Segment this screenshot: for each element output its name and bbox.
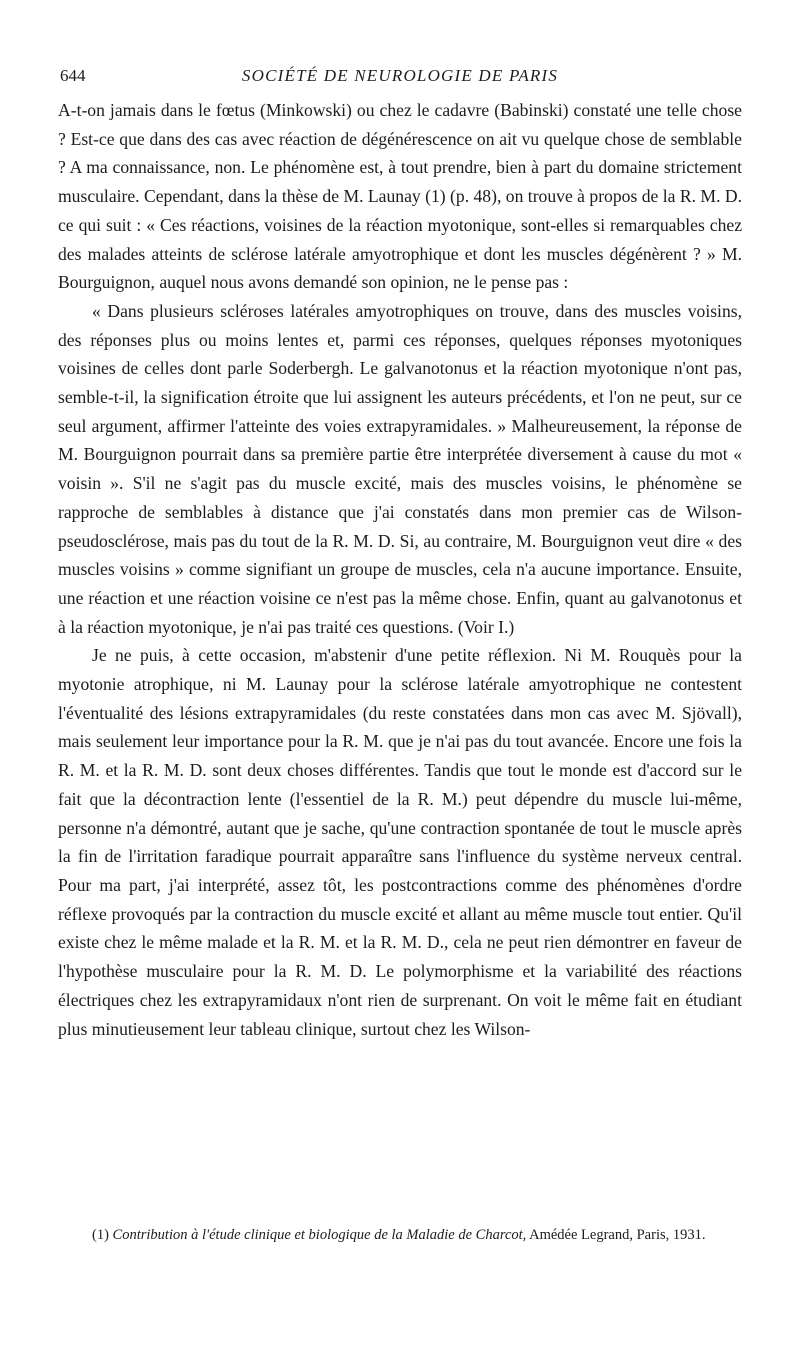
footnote-rest: Amédée Legrand, Paris, 1931. xyxy=(529,1227,706,1243)
footnote-marker: (1) xyxy=(92,1227,109,1243)
footnote xyxy=(58,1225,742,1246)
page-number: 644 xyxy=(60,66,86,85)
paragraph-3: Je ne puis, à cette occasion, m'abstenir d'une petite réflexion. Ni M. Rouquès pour la myotonie atrophique, ni M. Launay pour la sclérose latérale amyotrophique ne contestent l'éventualité des lésions extrapyramidales (du reste constatées dans mon cas avec M. Sjövall), mais seulement leur importance pour la R. M. que je n'ai pas du tout avancée. Encore une fois la R. M. et la R. M. D. sont deux choses différentes. Tandis que tout le monde est d'accord sur le fait que la décontraction lente (l'essentiel de la R. M.) peut dépendre du muscle lui-même, personne n'a démontré, autant que je sache, qu'une contraction spontanée de tout le muscle après la fin de l'irritation faradique pourrait apparaître sans l'influence du système nerveux central. Pour ma part, j'ai interprété, assez tôt, les postcontractions comme des phénomènes d'ordre réflexe provoqués par la contraction du muscle excité et allant au même muscle tout entier. Qu'il existe chez le même malade et la R. M. et la R. M. D., cela ne peut rien démontrer en faveur de l'hypothèse musculaire pour la R. M. D. Le polymorphisme et la variabilité des réactions électriques chez les extrapyramidaux n'ont rien de surprenant. On voit le même fait en étudiant plus minutieusement leur tableau clinique, surtout chez les Wilson- xyxy=(58,645,742,1039)
body-text xyxy=(58,96,742,1043)
page-header xyxy=(60,66,740,90)
running-head: SOCIÉTÉ DE NEUROLOGIE DE PARIS xyxy=(241,66,559,85)
paragraph-2: « Dans plusieurs scléroses latérales amyotrophiques on trouve, dans des muscles voisins, des réponses plus ou moins lentes et, parmi ces réponses, quelques réponses myotoniques voisines de celles dont parle Soderbergh. Le galvanotonus et la réaction myotonique n'ont pas, semble-t-il, la signification étroite que lui assignent les auteurs précédents, et l'on ne peut, sur ce seul argument, affirmer l'atteinte des voies extrapyramidales. » Malheureusement, la réponse de M. Bourguignon pourrait dans sa première partie être interprétée diversement à cause du mot « voisin ». S'il ne s'agit pas du muscle excité, mais des muscles voisins, le phénomène se rapproche de semblables à distance que j'ai constatés dans mon premier cas de Wilson-pseudosclérose, mais pas du tout de la R. M. D. Si, au contraire, M. Bourguignon veut dire « des muscles voisins » comme signifiant un groupe de muscles, cela n'a aucune importance. Ensuite, une réaction et une réaction voisine ce n'est pas la même chose. Enfin, quant au galvanotonus et à la réaction myotonique, je n'ai pas traité ces questions. (Voir I.) xyxy=(58,300,742,637)
paragraph-1: A-t-on jamais dans le fœtus (Minkowski) ou chez le cadavre (Babinski) constaté une telle chose ? Est-ce que dans des cas avec réaction de dégénérescence on ait vu quelque chose de semblable ? A ma connaissance, non. Le phénomène est, à tout prendre, bien à part du domaine strictement musculaire. Cependant, dans la thèse de M. Launay (1) (p. 48), on trouve à propos de la R. M. D. ce qui suit : « Ces réactions, voisines de la réaction myotonique, sont-elles si remarquables chez des malades atteints de sclérose latérale amyotrophique et dont les muscles dégénèrent ? » M. Bourguignon, auquel nous avons demandé son opinion, ne le pense pas : xyxy=(58,100,742,293)
footnote-title: Contribution à l'étude clinique et biologique de la Maladie de Charcot, xyxy=(112,1227,527,1243)
